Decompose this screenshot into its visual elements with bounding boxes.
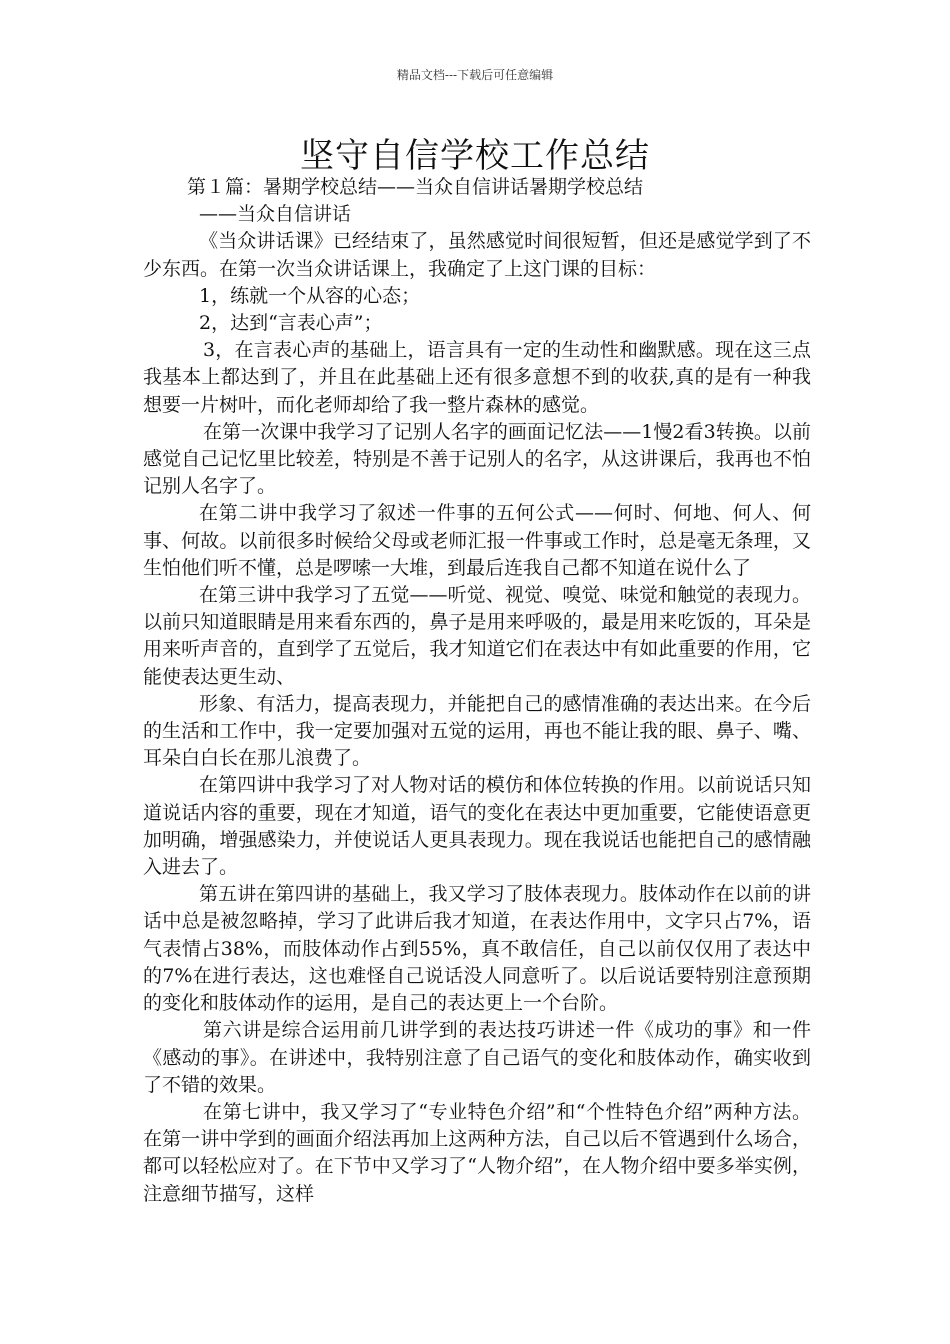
- subtitle-line-1: 第１篇：暑期学校总结——当众自信讲话暑期学校总结: [187, 176, 644, 198]
- paragraph: 在第七讲中，我又学习了“专业特色介绍”和“个性特色介绍”两种方法。在第一讲中学到的画面介绍法再加上这两种方法，自己以后不管遇到什么场合，都可以轻松应对了。在下节中又学习了“人物介绍”，在人物介绍中要多举实例，注意细节描写，这样: [143, 1100, 811, 1205]
- paragraph: 第五讲在第四讲的基础上，我又学习了肢体表现力。肢体动作在以前的讲话中总是被忽略掉，学习了此讲后我才知道，在表达作用中，文字只占7%，语气表情占38%，而肢体动作占到55%，真不敢信任，自己以前仅仅用了表达中的7%在进行表达，这也难怪自己说话没人同意听了。以后说话要特别注意预期的变化和肢体动作的运用，是自己的表达更上一个台阶。: [143, 883, 811, 1015]
- document-body: [143, 174, 811, 1208]
- paragraph: 在第四讲中我学习了对人物对话的模仿和体位转换的作用。以前说话只知道说话内容的重要，现在才知道，语气的变化在表达中更加重要，它能使语意更加明确，增强感染力，并使说话人更具表现力。现在我说话也能把自己的感情融入进去了。: [143, 774, 811, 879]
- list-item: 1，练就一个从容的心态；: [199, 284, 421, 307]
- paragraph: 《当众讲话课》已经结束了，虽然感觉时间很短暂，但还是感觉学到了不少东西。在第一次当众讲话课上，我确定了上这门课的目标：: [143, 230, 811, 280]
- list-item: 3，在言表心声的基础上，语言具有一定的生动性和幽默感。现在这三点我基本上都达到了，并且在此基础上还有很多意想不到的收获,真的是有一种我想要一片树叶，而化老师却给了我一整片森林的感觉。: [143, 339, 811, 416]
- paragraph: 第六讲是综合运用前几讲学到的表达技巧讲述一件《成功的事》和一件《感动的事》。在讲述中，我特别注意了自己语气的变化和肢体动作，确实收到了不错的效果。: [143, 1019, 811, 1096]
- page-header: 精品文档---下载后可任意编辑: [396, 68, 554, 82]
- list-item: 2，达到“言表心声”；: [199, 312, 383, 335]
- document-title: 坚守自信学校工作总结: [300, 136, 650, 176]
- paragraph: 形象、有活力，提高表现力，并能把自己的感情准确的表达出来。在今后的生活和工作中，我一定要加强对五觉的运用，再也不能让我的眼、鼻子、嘴、耳朵白白长在那儿浪费了。: [143, 692, 811, 770]
- paragraph: 在第一次课中我学习了记别人名字的画面记忆法——1慢2看3转换。以前感觉自己记忆里比较差，特别是不善于记别人的名字，从这讲课后，我再也不怕记别人名字了。: [143, 420, 811, 498]
- paragraph: 在第三讲中我学习了五觉——听觉、视觉、嗅觉、味觉和触觉的表现力。以前只知道眼睛是用来看东西的，鼻子是用来呼吸的，最是用来吃饭的，耳朵是用来听声音的，直到学了五觉后，我才知道它们在表达中有如此重要的作用，它能使表达更生动、: [143, 584, 811, 688]
- subtitle-line-2: ——当众自信讲话: [199, 203, 352, 226]
- paragraph: 在第二讲中我学习了叙述一件事的五何公式——何时、何地、何人、何事、何故。以前很多时候给父母或老师汇报一件事或工作时，总是毫无条理，又生怕他们听不懂，总是啰嗦一大堆，到最后连我自己都不知道在说什么了: [143, 502, 811, 579]
